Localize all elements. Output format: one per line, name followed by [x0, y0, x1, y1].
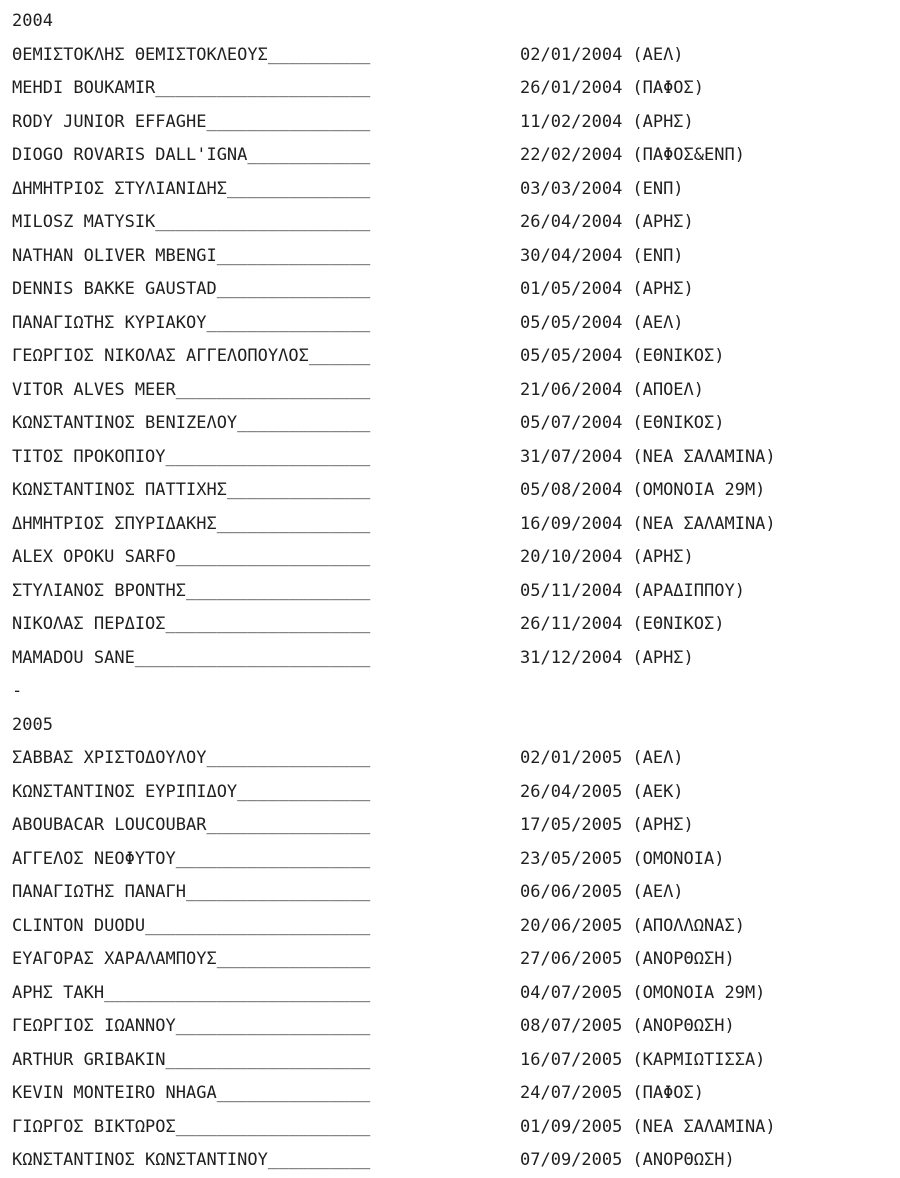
birth-date: 26/04/2004 — [520, 212, 623, 232]
club-name: (ΑΝΟΡΘΩΣΗ) — [632, 949, 735, 969]
player-name — [12, 575, 520, 609]
player-name — [12, 1044, 520, 1078]
player-name — [12, 1144, 520, 1178]
player-entry — [12, 977, 900, 1011]
birth-date: 23/05/2005 — [520, 848, 623, 869]
underline-leader: ___________________ — [175, 848, 371, 869]
player-name-text: ΓΙΩΡΓΟΣ ΒΙΚΤΩΡΟΣ — [12, 1116, 176, 1137]
player-name-text: ΠΑΝΑΓΙΩΤΗΣ ΚΥΡΙΑΚΟΥ — [12, 312, 207, 333]
underline-leader: ___________________ — [175, 1016, 371, 1036]
player-name-text: ΚΩΝΣΤΑΝΤΙΝΟΣ ΠΑΤΤΙΧΗΣ — [12, 480, 227, 500]
player-name-text: DIOGO ROVARIS DALL'IGNA — [12, 145, 248, 165]
underline-leader: ___________________ — [175, 547, 371, 567]
player-name — [12, 776, 520, 810]
club-name: (ΑΕΛ) — [632, 882, 684, 902]
club-name: (ΑΕΛ) — [632, 312, 684, 333]
underline-leader: _____________________ — [155, 78, 371, 98]
club-name: (ΑΕΚ) — [632, 781, 684, 802]
player-name-text: ΣΑΒΒΑΣ ΧΡΙΣΤΟΔΟΥΛΟΥ — [12, 748, 207, 768]
year-heading: 2005 — [12, 714, 53, 735]
club-name: (ΝΕΑ ΣΑΛΑΜΙΝΑ) — [632, 513, 776, 534]
underline-leader: _______________ — [216, 1083, 371, 1103]
player-name — [12, 541, 520, 575]
player-entry — [12, 340, 900, 374]
underline-leader: __________ — [267, 1150, 371, 1170]
birth-date: 26/01/2004 — [520, 78, 623, 98]
birth-date: 24/07/2005 — [520, 1083, 623, 1103]
player-name-text: ΔΗΜΗΤΡΙΟΣ ΣΠΥΡΙΔΑΚΗΣ — [12, 513, 217, 534]
player-name — [12, 1010, 520, 1044]
player-name-text: MILOSZ MATYSIK — [12, 212, 156, 232]
birth-date: 16/09/2004 — [520, 513, 623, 534]
player-entry — [12, 1044, 900, 1078]
player-name — [12, 139, 520, 173]
club-name: (ΑΡΗΣ) — [632, 279, 694, 299]
club-name: (ΑΡΗΣ) — [632, 111, 694, 132]
player-name-text: ΘΕΜΙΣΤΟΚΛΗΣ ΘΕΜΙΣΤΟΚΛΕΟΥΣ — [12, 44, 268, 65]
club-name: (ΑΠΟΕΛ) — [632, 379, 705, 400]
player-name — [12, 39, 520, 73]
club-name: (ΕΝΠ) — [632, 245, 684, 266]
club-name: (ΝΕΑ ΣΑΛΑΜΙΝΑ) — [632, 1116, 776, 1137]
player-entry — [12, 776, 900, 810]
player-entry — [12, 474, 900, 508]
player-name — [12, 173, 520, 207]
player-entry — [12, 575, 900, 609]
player-name-text: ΓΕΩΡΓΙΟΣ ΝΙΚΟΛΑΣ ΑΓΓΕΛΟΠΟΥΛΟΣ — [12, 346, 309, 366]
underline-leader: _______________ — [216, 245, 371, 266]
player-name — [12, 1077, 520, 1111]
player-entry — [12, 742, 900, 776]
underline-leader: _____________ — [237, 781, 371, 802]
birth-date: 21/06/2004 — [520, 379, 623, 400]
player-entry — [12, 1010, 900, 1044]
club-name: (ΝΕΑ ΣΑΛΑΜΙΝΑ) — [632, 446, 776, 467]
player-name — [12, 474, 520, 508]
birth-date: 06/06/2005 — [520, 882, 623, 902]
underline-leader: _____________________ — [155, 212, 371, 232]
player-name — [12, 910, 520, 944]
underline-leader: __________________________ — [104, 982, 371, 1003]
player-name-text: ΤΙΤΟΣ ΠΡΟΚΟΠΙΟΥ — [12, 446, 166, 467]
player-entry — [12, 1144, 900, 1178]
underline-leader: ____________ — [247, 145, 371, 165]
player-name — [12, 441, 520, 475]
club-name: (ΑΠΟΛΛΩΝΑΣ) — [632, 915, 745, 936]
birth-date: 22/02/2004 — [520, 145, 623, 165]
player-name-text: ΣΤΥΛΙΑΝΟΣ ΒΡΟΝΤΗΣ — [12, 580, 186, 601]
birth-date: 04/07/2005 — [520, 982, 623, 1003]
birth-date: 17/05/2005 — [520, 815, 623, 835]
player-entry — [12, 139, 900, 173]
club-name: (ΕΘΝΙΚΟΣ) — [632, 413, 725, 433]
player-name — [12, 72, 520, 106]
birth-date: 05/05/2004 — [520, 312, 623, 333]
player-entry — [12, 307, 900, 341]
birth-date: 05/05/2004 — [520, 346, 623, 366]
player-name-text: ΚΩΝΣΤΑΝΤΙΝΟΣ ΕΥΡΙΠΙΔΟΥ — [12, 781, 238, 802]
underline-leader: _____________ — [237, 413, 371, 433]
underline-leader: ____________________ — [165, 614, 371, 634]
player-entry — [12, 173, 900, 207]
underline-leader: _______________ — [216, 949, 371, 969]
player-name-text: ΑΡΗΣ ΤΑΚΗ — [12, 982, 105, 1003]
player-entry — [12, 843, 900, 877]
club-name: (ΠΑΦΟΣ) — [632, 78, 705, 98]
player-entry — [12, 876, 900, 910]
player-entry — [12, 240, 900, 274]
player-name — [12, 876, 520, 910]
club-name: (ΕΘΝΙΚΟΣ) — [632, 614, 725, 634]
club-name: (ΑΡΗΣ) — [632, 815, 694, 835]
club-name: (ΑΕΛ) — [632, 748, 684, 768]
player-entry — [12, 407, 900, 441]
player-name — [12, 407, 520, 441]
player-entry — [12, 541, 900, 575]
player-entry — [12, 1077, 900, 1111]
player-entry — [12, 809, 900, 843]
player-name-text: ΕΥΑΓΟΡΑΣ ΧΑΡΑΛΑΜΠΟΥΣ — [12, 949, 217, 969]
birth-date: 26/11/2004 — [520, 614, 623, 634]
club-name: (ΑΡΗΣ) — [632, 212, 694, 232]
birth-date: 30/04/2004 — [520, 245, 623, 266]
player-entry — [12, 642, 900, 676]
player-name — [12, 374, 520, 408]
club-name: (ΟΜΟΝΟΙΑ 29Μ) — [632, 480, 766, 500]
player-name — [12, 943, 520, 977]
player-name-text: ALEX OPOKU SARFO — [12, 547, 176, 567]
birth-date: 20/06/2005 — [520, 915, 623, 936]
player-name — [12, 843, 520, 877]
player-name-text: CLINTON DUODU — [12, 915, 146, 936]
player-name — [12, 642, 520, 676]
underline-leader: __________________ — [186, 580, 371, 601]
birth-date: 02/01/2004 — [520, 44, 623, 65]
birth-date: 11/02/2004 — [520, 111, 623, 132]
club-name: (ΑΝΟΡΘΩΣΗ) — [632, 1150, 735, 1170]
player-entry — [12, 910, 900, 944]
player-name — [12, 273, 520, 307]
section-separator: - — [12, 681, 23, 701]
player-name — [12, 206, 520, 240]
club-name: (ΑΡΗΣ) — [632, 547, 694, 567]
club-name: (ΑΡΑΔΙΠΠΟΥ) — [632, 580, 745, 601]
underline-leader: ________________ — [206, 312, 371, 333]
player-name-text: ΓΕΩΡΓΙΟΣ ΙΩΑΝΝΟΥ — [12, 1016, 176, 1036]
underline-leader: _______________ — [216, 279, 371, 299]
underline-leader: ___________________ — [175, 379, 371, 400]
player-entry — [12, 206, 900, 240]
club-name: (ΕΘΝΙΚΟΣ) — [632, 346, 725, 366]
player-entry — [12, 608, 900, 642]
player-name-text: ΚΩΝΣΤΑΝΤΙΝΟΣ ΒΕΝΙΖΕΛΟΥ — [12, 413, 238, 433]
player-name — [12, 106, 520, 140]
player-name — [12, 1111, 520, 1145]
birth-date: 27/06/2005 — [520, 949, 623, 969]
birth-date: 31/07/2004 — [520, 446, 623, 467]
underline-leader: _______________________ — [134, 647, 371, 668]
club-name: (ΑΡΗΣ) — [632, 647, 694, 668]
club-name: (ΑΝΟΡΘΩΣΗ) — [632, 1016, 735, 1036]
underline-leader: __________ — [267, 44, 371, 65]
player-entry — [12, 441, 900, 475]
underline-leader: ______ — [308, 346, 371, 366]
player-name-text: NATHAN OLIVER MBENGI — [12, 245, 217, 266]
underline-leader: ______________________ — [145, 915, 371, 936]
player-name — [12, 977, 520, 1011]
birth-date: 31/12/2004 — [520, 647, 623, 668]
birth-date: 01/05/2004 — [520, 279, 623, 299]
player-name — [12, 608, 520, 642]
player-entry — [12, 39, 900, 73]
player-name — [12, 307, 520, 341]
player-name — [12, 508, 520, 542]
birth-date: 05/11/2004 — [520, 580, 623, 601]
player-name — [12, 240, 520, 274]
player-name-text: ARTHUR GRIBAKIN — [12, 1049, 166, 1070]
birth-date: 07/09/2005 — [520, 1150, 623, 1170]
player-name — [12, 340, 520, 374]
underline-leader: ____________________ — [165, 1049, 371, 1070]
underline-leader: ___________________ — [175, 1116, 371, 1137]
player-name-text: ΚΩΝΣΤΑΝΤΙΝΟΣ ΚΩΝΣΤΑΝΤΙΝΟΥ — [12, 1150, 268, 1170]
player-entry — [12, 374, 900, 408]
birth-date: 05/08/2004 — [520, 480, 623, 500]
player-entry — [12, 943, 900, 977]
club-name: (ΕΝΠ) — [632, 178, 684, 199]
birth-date: 16/07/2005 — [520, 1049, 623, 1070]
birth-date: 08/07/2005 — [520, 1016, 623, 1036]
player-name-text: VITOR ALVES MEER — [12, 379, 176, 400]
player-name — [12, 809, 520, 843]
player-entry — [12, 106, 900, 140]
club-name: (ΚΑΡΜΙΩΤΙΣΣΑ) — [632, 1049, 766, 1070]
player-name-text: ΑΓΓΕΛΟΣ ΝΕΟΦΥΤΟΥ — [12, 848, 176, 869]
player-name-text: ΝΙΚΟΛΑΣ ΠΕΡΔΙΟΣ — [12, 614, 166, 634]
player-entry — [12, 508, 900, 542]
underline-leader: ________________ — [206, 815, 371, 835]
birth-date: 05/07/2004 — [520, 413, 623, 433]
club-name: (ΠΑΦΟΣ) — [632, 1083, 705, 1103]
player-name-text: RODY JUNIOR EFFAGHE — [12, 111, 207, 132]
underline-leader: ________________ — [206, 111, 371, 132]
player-name-text: DENNIS BAKKE GAUSTAD — [12, 279, 217, 299]
birth-date: 03/03/2004 — [520, 178, 623, 199]
player-name — [12, 742, 520, 776]
club-name: (ΑΕΛ) — [632, 44, 684, 65]
underline-leader: ______________ — [226, 480, 371, 500]
year-heading: 2004 — [12, 11, 53, 31]
player-name-text: ΔΗΜΗΤΡΙΟΣ ΣΤΥΛΙΑΝΙΔΗΣ — [12, 178, 227, 199]
underline-leader: ________________ — [206, 748, 371, 768]
player-name-text: MAMADOU SANE — [12, 647, 135, 668]
player-name-text: KEVIN MONTEIRO NHAGA — [12, 1083, 217, 1103]
player-entry — [12, 273, 900, 307]
club-name: (ΟΜΟΝΟΙΑ 29Μ) — [632, 982, 766, 1003]
club-name: (ΠΑΦΟΣ&ΕΝΠ) — [632, 145, 745, 165]
underline-leader: __________________ — [186, 882, 371, 902]
player-name-text: ABOUBACAR LOUCOUBAR — [12, 815, 207, 835]
birth-date: 20/10/2004 — [520, 547, 623, 567]
club-name: (ΟΜΟΝΟΙΑ) — [632, 848, 725, 869]
player-name-text: ΠΑΝΑΓΙΩΤΗΣ ΠΑΝΑΓΗ — [12, 882, 186, 902]
player-entry — [12, 1111, 900, 1145]
underline-leader: ______________ — [226, 178, 371, 199]
player-entry — [12, 72, 900, 106]
underline-leader: _______________ — [216, 513, 371, 534]
birth-date: 02/01/2005 — [520, 748, 623, 768]
birth-date: 01/09/2005 — [520, 1116, 623, 1137]
birth-date: 26/04/2005 — [520, 781, 623, 802]
underline-leader: ____________________ — [165, 446, 371, 467]
player-name-text: MEHDI BOUKAMIR — [12, 78, 156, 98]
